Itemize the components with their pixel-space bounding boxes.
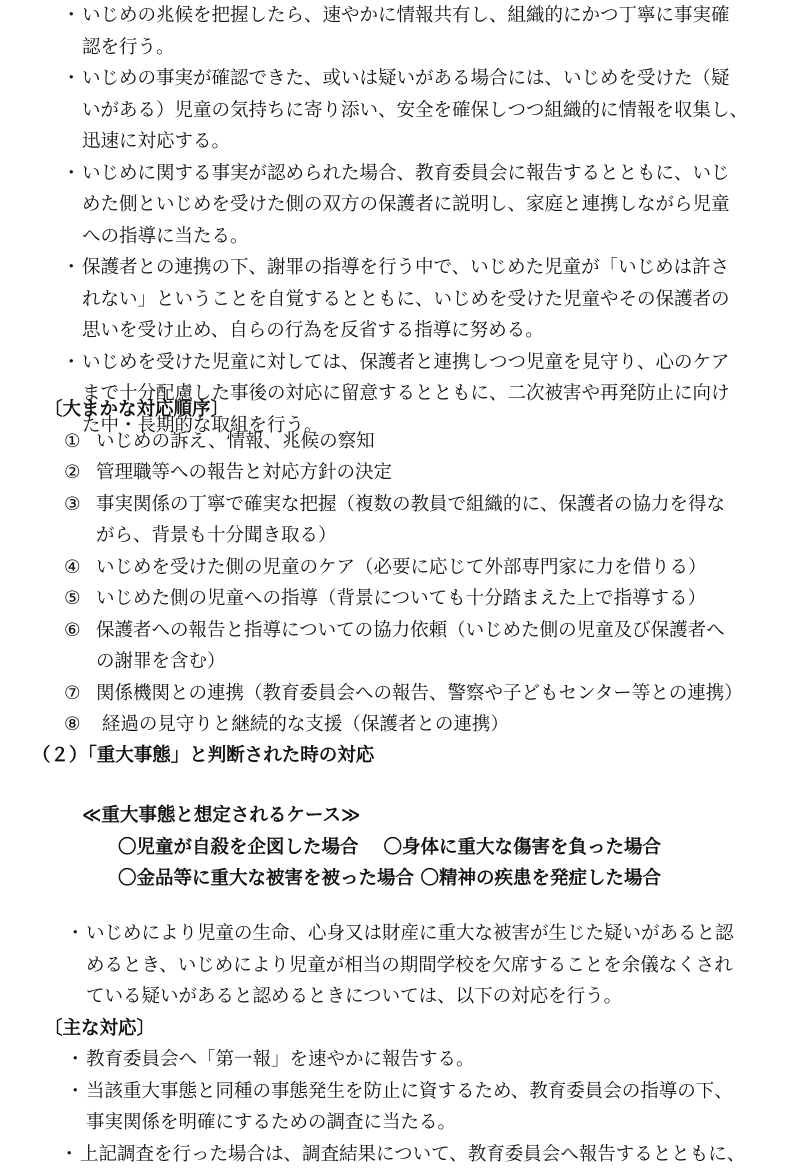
bullet-line: 認を行う。: [82, 32, 782, 64]
bullet-line: への指導に当たる。: [82, 221, 782, 253]
bullet-line: れない」ということを自覚するとともに、いじめを受けた児童やその保護者の: [82, 284, 782, 316]
bullet-marker: ・: [66, 918, 85, 950]
bullet-marker: ・: [66, 1044, 85, 1076]
bullet-line: いじめの兆候を把握したら、速やかに情報共有し、組織的にかつ丁寧に事実確: [82, 0, 782, 32]
cases-title: ≪重大事態と想定されるケース≫: [82, 800, 661, 832]
bullet-marker: ・: [60, 1139, 79, 1170]
bullet-line: 迅速に対応する。: [82, 126, 782, 158]
step-number: ②: [64, 457, 81, 489]
step-number: ③: [64, 489, 81, 521]
bullet-marker: ・: [62, 63, 81, 95]
bullet-line: めた側といじめを受けた側の双方の保護者に説明し、家庭と連携しながら児童: [82, 189, 782, 221]
step-item: [64, 583, 786, 615]
bullet-line: いじめに関する事実が認められた場合、教育委員会に報告するとともに、いじ: [82, 158, 782, 190]
cases-box: [0, 800, 661, 895]
bullet-item: [66, 918, 786, 1013]
step-line: がら、背景も十分聞き取る）: [96, 520, 786, 552]
step-item: [64, 552, 786, 584]
step-number: ⑦: [64, 678, 81, 710]
steps-heading: 〔大まかな対応順序〕: [44, 394, 786, 426]
bullet-item: [62, 63, 782, 158]
bullet-marker: ・: [62, 252, 81, 284]
bullet-line: た中・長期的な取組を行う。: [82, 410, 782, 442]
step-line: の謝罪を含む）: [96, 646, 786, 678]
step-line: いじめた側の児童への指導（背景についても十分踏まえた上で指導する）: [96, 583, 786, 615]
bullet-line: まで十分配慮した事後の対応に留意するとともに、二次被害や再発防止に向け: [82, 378, 782, 410]
bullet-line: 教育委員会へ「第一報」を速やかに報告する。: [86, 1044, 786, 1076]
step-line: 管理職等への報告と対応方針の決定: [96, 457, 786, 489]
step-item: [64, 457, 786, 489]
bullet-item: [60, 1139, 780, 1170]
bullet-line: いじめの事実が確認できた、或いは疑いがある場合には、いじめを受けた（疑: [82, 63, 782, 95]
steps-section: [0, 394, 786, 741]
step-number: ④: [64, 552, 81, 584]
bullet-item: [66, 1044, 786, 1076]
bullet-line: いがある）児童の気持ちに寄り添い、安全を確保しつつ組織的に情報を収集し、: [82, 95, 782, 127]
bullet-line: 事実関係を明確にするための調査に当たる。: [86, 1107, 786, 1139]
intro-bullet-list: [0, 0, 782, 441]
step-number: ⑥: [64, 615, 81, 647]
bullet-line: 思いを受け止め、自らの行為を反省する指導に努める。: [82, 315, 782, 347]
case-line: 〇児童が自殺を企図した場合 〇身体に重大な傷害を負った場合: [118, 832, 661, 864]
step-line: 事実関係の丁寧で確実な把握（複数の教員で組織的に、保護者の協力を得な: [96, 489, 786, 521]
step-line: 保護者への報告と指導についての協力依頼（いじめた側の児童及び保護者へ: [96, 615, 786, 647]
bullet-line: 当該重大事態と同種の事態発生を防止に資するため、教育委員会の指導の下、: [86, 1076, 786, 1108]
bullet-marker: ・: [62, 347, 81, 379]
bullet-line: いじめを受けた児童に対しては、保護者と連携しつつ児童を見守り、心のケア: [82, 347, 782, 379]
step-line: いじめの訴え、情報、兆候の察知: [96, 426, 786, 458]
bullet-marker: ・: [66, 1076, 85, 1108]
bullet-line: ている疑いがあると認めるときについては、以下の対応を行う。: [86, 981, 786, 1013]
bullet-marker: ・: [62, 0, 81, 32]
bullet-item: [62, 0, 782, 63]
step-line: 関係機関との連携（教育委員会への報告、警察や子どもセンター等との連携）: [96, 678, 786, 710]
step-line: 経過の見守りと継続的な支援（保護者との連携）: [96, 709, 786, 741]
step-line: いじめを受けた側の児童のケア（必要に応じて外部専門家に力を借りる）: [96, 552, 786, 584]
step-item: [64, 615, 786, 678]
bullet-marker: ・: [62, 158, 81, 190]
bullet-item: [62, 158, 782, 253]
step-item: [64, 678, 786, 710]
step-item: [64, 489, 786, 552]
step-number: ⑤: [64, 583, 81, 615]
bullet-line: いじめにより児童の生命、心身又は財産に重大な被害が生じた疑いがあると認: [86, 918, 786, 950]
step-number: ①: [64, 426, 81, 458]
bullet-item: [66, 1076, 786, 1139]
step-item: [64, 709, 786, 741]
step-item: [64, 426, 786, 458]
bullet-line: 保護者との連携の下、謝罪の指導を行う中で、いじめた児童が「いじめは許さ: [82, 252, 782, 284]
case-line: 〇金品等に重大な被害を被った場合 〇精神の疾患を発症した場合: [118, 863, 661, 895]
main-response-heading: 〔主な対応〕: [44, 1013, 786, 1045]
serious-case-section: [0, 918, 786, 1170]
step-number: ⑧: [64, 709, 81, 741]
bullet-item: [62, 252, 782, 347]
bullet-line: めるとき、いじめにより児童が相当の期間学校を欠席することを余儀なくされ: [86, 950, 786, 982]
section-title: （２）「重大事態」と判断された時の対応: [32, 740, 374, 772]
bullet-line: 上記調査を行った場合は、調査結果について、教育委員会へ報告するとともに、: [80, 1139, 780, 1170]
